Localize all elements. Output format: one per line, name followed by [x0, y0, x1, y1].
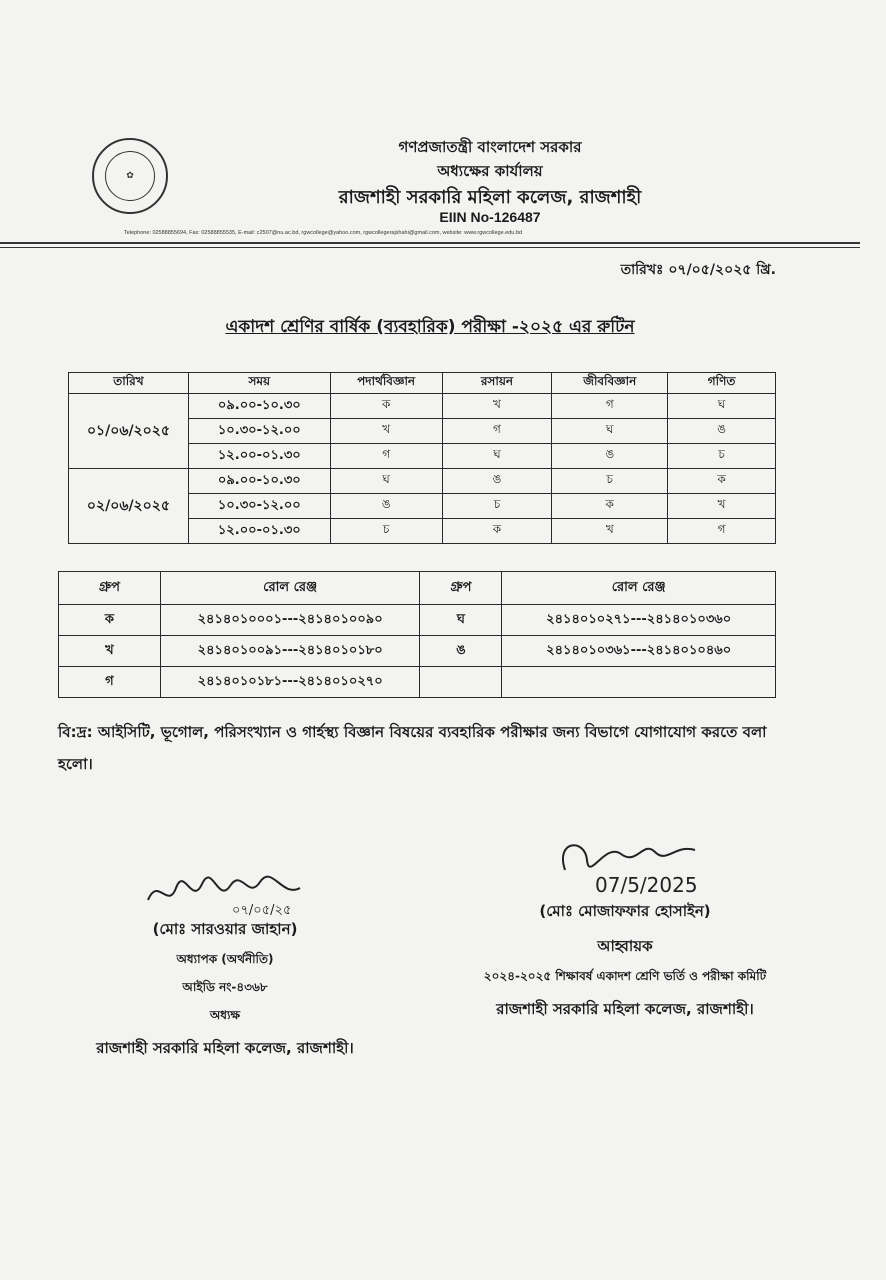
group-name: গ [59, 667, 161, 698]
header-group: গ্রুপ [59, 572, 161, 605]
letterhead-college: রাজশাহী সরকারি মহিলা কলেজ, রাজশাহী [338, 187, 642, 208]
group-cell: খ [668, 494, 776, 519]
header-biology: জীববিজ্ঞান [552, 373, 668, 394]
group-cell: খ [330, 419, 442, 444]
routine-header-row [69, 373, 776, 394]
group-cell: গ [668, 519, 776, 544]
letterhead-government: গণপ্রজাতন্ত্রী বাংলাদেশ সরকার [398, 138, 582, 156]
roll-range: ২৪১৪০১০২৭১---২৪১৪০১০৩৬০ [502, 605, 776, 636]
group-cell: ক [442, 519, 552, 544]
group-cell: ঘ [442, 444, 552, 469]
roll-range: ২৪১৪০১০৩৬১---২৪১৪০১০৪৬০ [502, 636, 776, 667]
principal-id: আইডি নং-৪৩৬৮ [182, 980, 268, 994]
time-slot: ১০.৩০-১২.০০ [188, 494, 330, 519]
convener-institution: রাজশাহী সরকারি মহিলা কলেজ, রাজশাহী। [496, 1000, 754, 1018]
header-chemistry: রসায়ন [442, 373, 552, 394]
table-row [59, 636, 776, 667]
college-seal-icon [92, 138, 168, 214]
header-physics: পদার্থবিজ্ঞান [330, 373, 442, 394]
group-name [420, 667, 502, 698]
time-slot: ০৯.০০-১০.৩০ [188, 394, 330, 419]
header-date: তারিখ [69, 373, 189, 394]
group-cell: চ [330, 519, 442, 544]
time-slot: ১০.৩০-১২.০০ [188, 419, 330, 444]
group-cell: গ [552, 394, 668, 419]
group-cell: ঙ [330, 494, 442, 519]
signature-icon [525, 830, 725, 900]
letterhead-eiin: EIIN No-126487 [439, 209, 541, 225]
roll-range [502, 667, 776, 698]
roll-range: ২৪১৪০১০০৯১---২৪১৪০১০১৮০ [160, 636, 420, 667]
group-cell: খ [552, 519, 668, 544]
signature-date: 07/5/2025 [595, 873, 698, 897]
table-row [59, 605, 776, 636]
roll-range-header-row [59, 572, 776, 605]
group-cell: ক [552, 494, 668, 519]
group-cell: গ [442, 419, 552, 444]
exam-date: ০১/০৬/২০২৫ [69, 394, 189, 469]
letterhead-contact: Telephone: 02588855694, Fax: 02588855535, E-mail: c2507@nu.ac.bd, rgwcollege@yahoo.com, rgwcollegerajshahi@gmail.com, website: www.rgwcollege.edu.bd [124, 230, 523, 236]
principal-role: অধ্যক্ষ [209, 1008, 241, 1022]
time-slot: ০৯.০০-১০.৩০ [188, 469, 330, 494]
table-row [69, 394, 776, 419]
header-math: গণিত [668, 373, 776, 394]
convener-name: (মোঃ মোজাফফার হোসাইন) [539, 902, 711, 920]
group-cell: গ [330, 444, 442, 469]
group-cell: ক [330, 394, 442, 419]
notice-note: বি:দ্র: আইসিটি, ভূগোল, পরিসংখ্যান ও গার্হস্থ্য বিজ্ঞান বিষয়ের ব্যবহারিক পরীক্ষার জন্য বিভাগে যোগাযোগ করতে বলা হলো। [58, 723, 767, 773]
document-title: একাদশ শ্রেণির বার্ষিক (ব্যবহারিক) পরীক্ষা -২০২৫ এর রুটিন [225, 317, 635, 337]
group-cell: ক [668, 469, 776, 494]
group-name: খ [59, 636, 161, 667]
principal-name: (মোঃ সারওয়ার জাহান) [152, 920, 298, 938]
signature-block-principal [60, 870, 390, 1062]
seal-inner-emblem: ✿ [105, 151, 155, 201]
time-slot: ১২.০০-০১.৩০ [188, 519, 330, 544]
letterhead-office: অধ্যক্ষের কার্যালয় [437, 162, 543, 180]
group-name: ঙ [420, 636, 502, 667]
roll-range: ২৪১৪০১০০০১---২৪১৪০১০০৯০ [160, 605, 420, 636]
group-cell: ঘ [552, 419, 668, 444]
group-cell: ঙ [668, 419, 776, 444]
signature-date: ০৭/০৫/২৫ [232, 903, 292, 918]
convener-role: আহ্বায়ক [597, 937, 653, 955]
header-roll-range: রোল রেঞ্জ [160, 572, 420, 605]
signature-icon [140, 870, 310, 918]
group-cell: চ [442, 494, 552, 519]
principal-designation: অধ্যাপক (অর্থনীতি) [176, 952, 274, 966]
group-cell: ঙ [442, 469, 552, 494]
group-cell: ঘ [330, 469, 442, 494]
routine-table [68, 372, 776, 544]
time-slot: ১২.০০-০১.৩০ [188, 444, 330, 469]
signature-block-convener [450, 830, 800, 1023]
table-row [69, 469, 776, 494]
group-cell: খ [442, 394, 552, 419]
letterhead-rule [0, 242, 860, 244]
group-cell: চ [668, 444, 776, 469]
document-date: তারিখঃ ০৭/০৫/২০২৫ খ্রি. [620, 262, 776, 278]
roll-range-table [58, 571, 776, 698]
group-cell: ঘ [668, 394, 776, 419]
table-row [59, 667, 776, 698]
group-cell: চ [552, 469, 668, 494]
header-time: সময় [188, 373, 330, 394]
roll-range: ২৪১৪০১০১৮১---২৪১৪০১০২৭০ [160, 667, 420, 698]
group-name: ঘ [420, 605, 502, 636]
group-cell: ঙ [552, 444, 668, 469]
header-group: গ্রুপ [420, 572, 502, 605]
header-roll-range: রোল রেঞ্জ [502, 572, 776, 605]
principal-institution: রাজশাহী সরকারি মহিলা কলেজ, রাজশাহী। [96, 1039, 354, 1057]
group-name: ক [59, 605, 161, 636]
letterhead-rule-thin [0, 247, 860, 248]
exam-date: ০২/০৬/২০২৫ [69, 469, 189, 544]
committee-name: ২০২৪-২০২৫ শিক্ষাবর্ষ একাদশ শ্রেণি ভর্তি ও পরীক্ষা কমিটি [483, 969, 767, 983]
